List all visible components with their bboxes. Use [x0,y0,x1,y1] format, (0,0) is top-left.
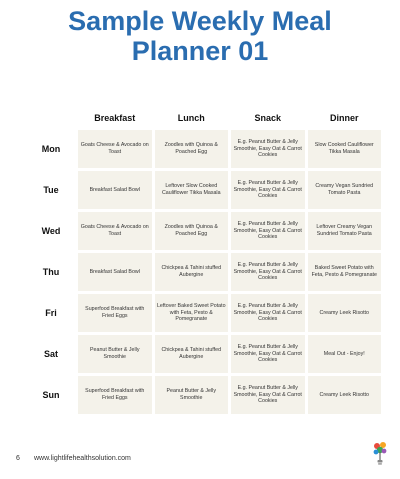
column-header-lunch: Lunch [177,113,205,123]
day-label: Mon [41,144,61,154]
meal-cell: Leftover Slow Cooked Cauliflower Tikka Masala [155,171,229,209]
day-label: Sun [42,390,60,400]
meal-cell: Leftover Creamy Vegan Sundried Tomato Pasta [308,212,382,250]
table-row [27,376,381,414]
day-label: Fri [45,308,57,318]
meal-cell: Creamy Leek Risotto [308,294,382,332]
meal-cell: E.g. Peanut Butter & Jelly Smoothie, Easy Oat & Carrot Cookies [231,212,305,250]
page-title-line-1: Sample Weekly Meal [68,6,332,36]
meal-cell: E.g. Peanut Butter & Jelly Smoothie, Easy Oat & Carrot Cookies [231,253,305,291]
meal-cell: Breakfast Salad Bowl [78,171,152,209]
column-header-breakfast: Breakfast [94,113,136,123]
meal-cell: Goats Cheese & Avocado on Toast [78,130,152,168]
day-label: Tue [43,185,59,195]
column-header-snack: Snack [254,113,282,123]
lightbulb-tree-icon [372,440,388,468]
meal-cell: Peanut Butter & Jelly Smoothie [155,376,229,414]
header-row [27,109,381,127]
meal-planner-table [24,106,384,417]
day-label: Sat [43,349,58,359]
table-row [27,335,381,373]
meal-cell: Breakfast Salad Bowl [78,253,152,291]
meal-cell: Superfood Breakfast with Fried Eggs [78,376,152,414]
meal-cell: Superfood Breakfast with Fried Eggs [78,294,152,332]
table-row [27,253,381,291]
meal-cell: Meal Out - Enjoy! [308,335,382,373]
meal-cell: Zoodles with Quinoa & Poached Egg [155,130,229,168]
meal-cell: E.g. Peanut Butter & Jelly Smoothie, Easy Oat & Carrot Cookies [231,376,305,414]
meal-cell: Creamy Vegan Sundried Tomato Pasta [308,171,382,209]
page-title-line-2: Planner 01 [131,36,269,66]
meal-cell: E.g. Peanut Butter & Jelly Smoothie, Easy Oat & Carrot Cookies [231,130,305,168]
meal-cell: E.g. Peanut Butter & Jelly Smoothie, Easy Oat & Carrot Cookies [231,335,305,373]
page-title [0,6,400,66]
meal-cell: Baked Sweet Potato with Feta, Pesto & Pomegranate [308,253,382,291]
meal-cell: E.g. Peanut Butter & Jelly Smoothie, Easy Oat & Carrot Cookies [231,171,305,209]
table-row [27,130,381,168]
meal-cell: Zoodles with Quinoa & Poached Egg [155,212,229,250]
corner-cell [27,109,75,127]
meal-cell: Leftover Baked Sweet Potato with Feta, Pesto & Pomegranate [155,294,229,332]
meal-cell: Peanut Butter & Jelly Smoothie [78,335,152,373]
column-header-dinner: Dinner [329,113,359,123]
meal-cell: Chickpea & Tahini stuffed Aubergine [155,335,229,373]
page-number: 6 [16,455,20,462]
meal-cell: Creamy Leek Risotto [308,376,382,414]
meal-cell: Goats Cheese & Avocado on Toast [78,212,152,250]
meal-cell: Chickpea & Tahini stuffed Aubergine [155,253,229,291]
day-label: Thu [42,267,60,277]
table-row [27,294,381,332]
meal-cell: E.g. Peanut Butter & Jelly Smoothie, Easy Oat & Carrot Cookies [231,294,305,332]
meal-cell: Slow Cooked Cauliflower Tikka Masala [308,130,382,168]
table-row [27,171,381,209]
website-link[interactable]: www.lightlifehealthsolution.com [34,455,131,462]
day-label: Wed [41,226,61,236]
table-row [27,212,381,250]
